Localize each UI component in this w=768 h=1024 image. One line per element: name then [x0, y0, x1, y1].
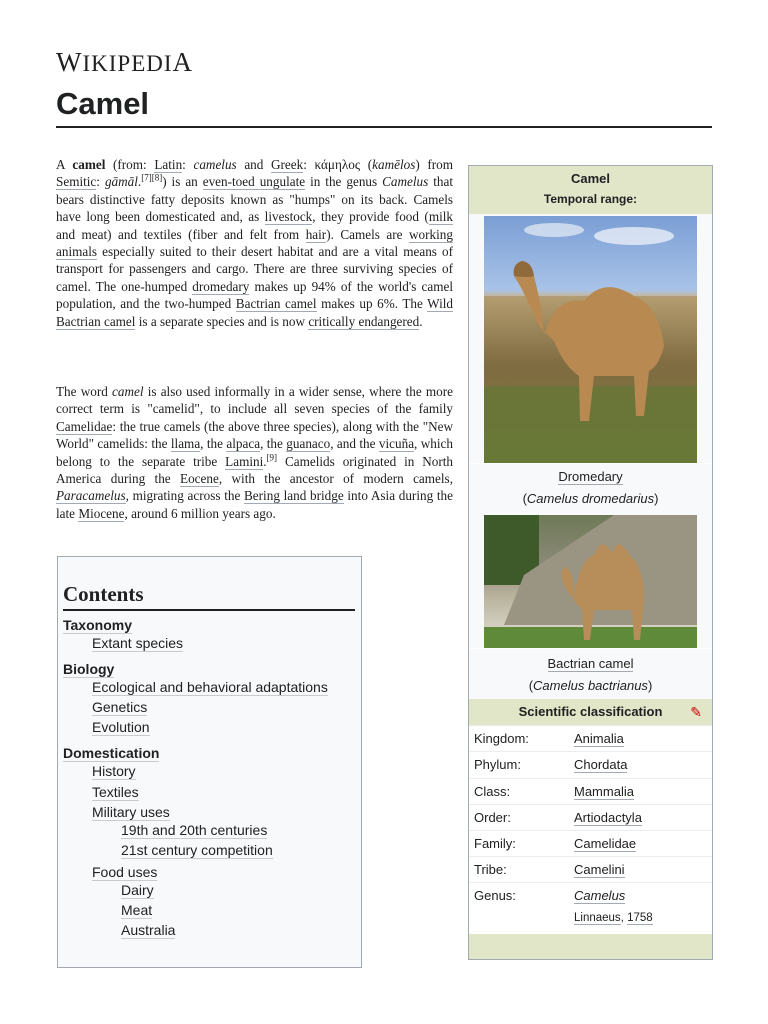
- title-divider: [56, 126, 712, 128]
- toc-item[interactable]: [92, 763, 136, 780]
- infobox: [468, 165, 713, 960]
- toc-item[interactable]: [121, 822, 267, 839]
- inline-link[interactable]: Greek: [270, 157, 304, 172]
- inline-link[interactable]: hair: [305, 226, 327, 242]
- classification-row: [469, 830, 712, 857]
- text-run: in the genus: [305, 174, 383, 190]
- classification-row: [469, 856, 712, 883]
- text-run: , the: [260, 436, 287, 452]
- toc-link[interactable]: Australia: [121, 922, 176, 938]
- toc-item[interactable]: [92, 804, 170, 821]
- text-run: Camelus: [382, 174, 429, 190]
- authority-year-link[interactable]: 1758: [627, 912, 653, 924]
- species-open-paren: (: [528, 678, 534, 693]
- classification-rank: Tribe:: [474, 862, 507, 877]
- species-close-paren: ): [647, 678, 653, 693]
- intro-paragraph-1: [56, 156, 453, 330]
- table-of-contents: [57, 556, 362, 968]
- toc-item[interactable]: [92, 864, 157, 881]
- text-run: , and the: [330, 436, 379, 452]
- toc-link[interactable]: Meat: [121, 902, 153, 918]
- inline-link[interactable]: Semitic: [56, 174, 97, 190]
- text-run: , the: [200, 436, 227, 452]
- text-run: camel: [72, 157, 106, 172]
- inline-link[interactable]: llama: [170, 436, 201, 452]
- text-run: A: [56, 157, 73, 172]
- classification-row: [469, 751, 712, 778]
- text-run: and meat) and textiles (fiber and felt from: [56, 226, 306, 242]
- inline-link[interactable]: alpaca: [226, 436, 261, 452]
- toc-link[interactable]: Genetics: [92, 699, 148, 715]
- bactrian-caption[interactable]: [469, 656, 712, 671]
- classification-value-link[interactable]: Artiodactyla: [574, 810, 642, 825]
- text-run: makes up 94% of the world's camel population, and the two-humped: [56, 278, 453, 312]
- text-run: .: [419, 313, 423, 329]
- classification-value-link[interactable]: Mammalia: [574, 784, 634, 799]
- toc-item[interactable]: [121, 902, 152, 919]
- infobox-title: Camel: [570, 171, 611, 186]
- toc-link[interactable]: Textiles: [92, 784, 139, 800]
- text-run: camel: [112, 384, 144, 399]
- toc-link[interactable]: Ecological and behavioral adaptations: [92, 679, 328, 695]
- inline-link[interactable]: guanaco: [286, 436, 331, 452]
- inline-link[interactable]: Lamini: [225, 453, 264, 469]
- classification-value-link[interactable]: Camelus: [574, 888, 626, 903]
- infobox-separator: [469, 463, 712, 464]
- dromedary-caption[interactable]: [469, 469, 712, 484]
- species-close-paren: ): [654, 491, 659, 506]
- text-run: especially suited to their desert habitat and are a vital means of transport for passengers and cargo. There are three surviving species of camel. The one-humped: [56, 244, 453, 294]
- classification-rank: Phylum:: [474, 757, 521, 772]
- toc-item[interactable]: [63, 617, 132, 634]
- text-run: , with the ancestor of modern camels,: [218, 471, 453, 487]
- text-run: .: [263, 453, 267, 469]
- classification-value-link[interactable]: Animalia: [574, 731, 624, 746]
- bactrian-camel-photo[interactable]: [484, 515, 697, 648]
- text-run: is a separate species and is now: [135, 313, 309, 329]
- inline-link[interactable]: Bactrian camel: [235, 296, 317, 312]
- edit-pencil-icon[interactable]: ✎: [690, 704, 702, 720]
- text-run: gāmāl: [104, 174, 138, 190]
- dromedary-species-name: Camelus dromedarius: [526, 491, 655, 506]
- text-run: , migrating across the: [125, 488, 245, 504]
- toc-link[interactable]: Domestication: [63, 745, 160, 761]
- text-run: ) is an: [162, 174, 203, 190]
- dromedary-camel-illustration: [484, 216, 697, 463]
- dromedary-species: [469, 491, 712, 506]
- inline-link[interactable]: dromedary: [192, 278, 250, 294]
- text-run: into Asia during the late: [56, 488, 453, 521]
- classification-rank: Class:: [474, 784, 511, 799]
- genus-authority: [574, 912, 653, 924]
- toc-item[interactable]: [92, 699, 147, 716]
- inline-link[interactable]: Wild Bactrian camel: [56, 296, 454, 329]
- text-run: :: [182, 157, 194, 172]
- text-run: makes up 6%. The: [316, 296, 428, 312]
- classification-rank: Family:: [474, 836, 516, 851]
- classification-value-link[interactable]: Chordata: [574, 757, 628, 772]
- toc-link[interactable]: Taxonomy: [63, 617, 132, 633]
- toc-item[interactable]: [92, 679, 328, 696]
- toc-link[interactable]: Biology: [63, 661, 115, 677]
- inline-link[interactable]: milk: [428, 209, 453, 225]
- bactrian-species-name: Camelus bactrianus: [533, 678, 648, 693]
- inline-link[interactable]: Eocene: [180, 471, 219, 487]
- inline-link[interactable]: vicuña: [378, 436, 415, 452]
- classification-rank: Order:: [474, 810, 511, 825]
- toc-item[interactable]: [121, 882, 154, 899]
- toc-link[interactable]: Military uses: [92, 804, 170, 820]
- toc-divider: [63, 609, 355, 611]
- inline-link[interactable]: critically endangered: [308, 313, 420, 329]
- text-run: The word: [56, 384, 113, 399]
- inline-link[interactable]: Miocene: [78, 505, 125, 521]
- text-run: , around 6 million years ago.: [124, 505, 276, 521]
- toc-link[interactable]: 19th and 20th centuries: [121, 822, 268, 838]
- text-run: is also used informally in a wider sense, where the more correct term is "camelid", to include all seven species of the family: [56, 384, 453, 417]
- text-run: ) from: [415, 157, 453, 172]
- classification-rank: Genus:: [474, 888, 516, 903]
- logo-letter-first: W: [56, 47, 83, 77]
- classification-value-link[interactable]: Camelidae: [574, 836, 637, 851]
- toc-item[interactable]: [63, 745, 159, 762]
- scientific-classification-header: [469, 699, 712, 725]
- dromedary-photo[interactable]: [484, 216, 697, 463]
- inline-link[interactable]: even-toed ungulate: [202, 174, 306, 190]
- text-run: and: [236, 157, 271, 172]
- text-run: Camelids originated in North America during the: [56, 453, 453, 487]
- toc-link[interactable]: Extant species: [92, 635, 184, 651]
- inline-link[interactable]: Latin: [154, 157, 183, 172]
- inline-link[interactable]: Bering land bridge: [244, 488, 344, 504]
- toc-item[interactable]: [63, 661, 114, 678]
- toc-item[interactable]: [92, 635, 183, 652]
- toc-item[interactable]: [121, 842, 273, 859]
- text-run: camelus: [193, 157, 237, 172]
- toc-link[interactable]: Evolution: [92, 719, 150, 735]
- text-run: .: [137, 174, 142, 190]
- classification-row: [469, 778, 712, 805]
- logo-letters-mid: IKIPEDI: [82, 51, 173, 76]
- page-title: Camel: [56, 86, 150, 121]
- classification-row: [469, 725, 712, 752]
- toc-title: Contents: [63, 582, 144, 606]
- text-run: that bears distinctive fatty deposits known as "humps" on its back. Camels have long been domesticated and, as: [56, 174, 454, 225]
- dromedary-link[interactable]: Dromedary: [558, 469, 623, 484]
- toc-link[interactable]: History: [92, 763, 136, 779]
- inline-link[interactable]: livestock: [264, 209, 313, 225]
- toc-item[interactable]: [92, 719, 150, 736]
- scientific-classification-title: Scientific classification: [518, 704, 663, 719]
- classification-row: [469, 804, 712, 831]
- species-open-paren: (: [522, 491, 527, 506]
- citation-ref[interactable]: [9]: [266, 452, 278, 463]
- bactrian-camel-illustration: [484, 515, 697, 648]
- bactrian-camel-link[interactable]: Bactrian camel: [547, 656, 634, 671]
- intro-paragraph-2: [56, 383, 453, 522]
- text-run: kamēlos: [372, 157, 416, 172]
- toc-link[interactable]: Food uses: [92, 864, 158, 880]
- text-run: , which belong to the separate tribe: [56, 436, 453, 469]
- infobox-temporal-range: Temporal range:: [543, 192, 638, 206]
- inline-link[interactable]: working animals: [56, 226, 453, 260]
- classification-row: [469, 882, 712, 935]
- infobox-header: [469, 166, 712, 214]
- classification-value-link[interactable]: Camelini: [574, 862, 625, 877]
- infobox-footer: [469, 934, 712, 959]
- classification-rank: Kingdom:: [474, 731, 529, 746]
- toc-link[interactable]: Dairy: [121, 882, 154, 898]
- citation-ref[interactable]: [7][8]: [141, 173, 163, 184]
- wikipedia-logo[interactable]: [56, 47, 193, 78]
- text-run: : κάμηλος (: [303, 157, 373, 172]
- text-run: ). Camels are: [326, 226, 410, 242]
- toc-item[interactable]: [92, 784, 139, 801]
- authority-separator: ,: [620, 912, 628, 924]
- logo-letter-last: A: [172, 47, 194, 77]
- toc-link[interactable]: 21st century competition: [121, 842, 273, 858]
- bactrian-species: [469, 678, 712, 693]
- infobox-separator: [469, 648, 712, 649]
- text-run: , they provide food (: [312, 209, 429, 225]
- inline-link[interactable]: Paracamelus: [56, 488, 126, 504]
- authority-name-link[interactable]: Linnaeus: [574, 912, 621, 924]
- text-run: : the true camels (the above three species), along with the "New World" camelids: the: [56, 418, 453, 452]
- text-run: :: [96, 174, 105, 190]
- text-run: (from:: [105, 157, 155, 172]
- toc-item[interactable]: [121, 922, 175, 939]
- inline-link[interactable]: Camelidae: [56, 418, 113, 434]
